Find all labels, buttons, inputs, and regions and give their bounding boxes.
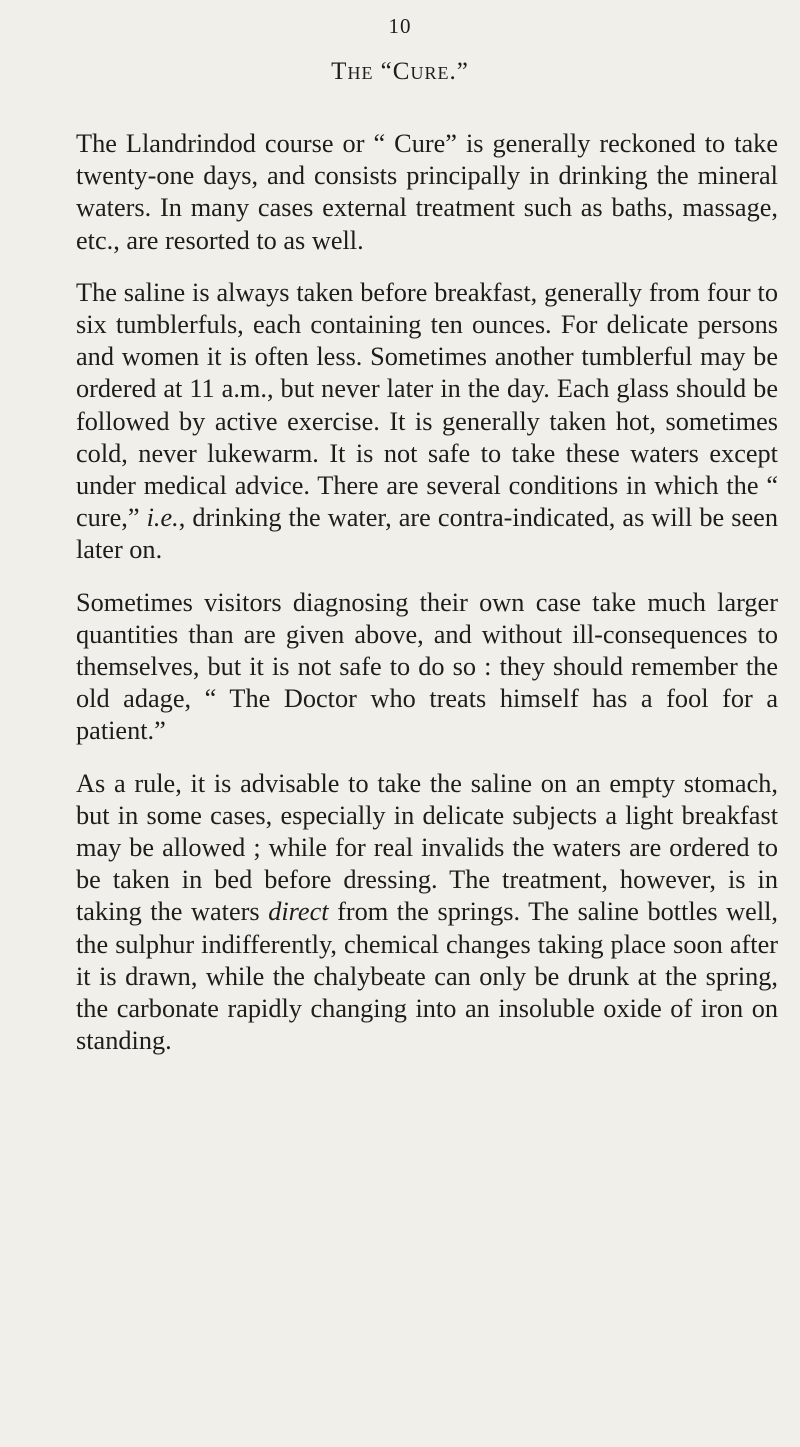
italic-word: direct — [268, 897, 329, 927]
page-number: 10 — [388, 14, 412, 38]
paragraph — [76, 768, 778, 1058]
italic-abbreviation: i.e. — [146, 503, 179, 533]
paragraph: Sometimes visitors diagnosing their own case take much larger quantities than are given above, and without ill-consequences to themselves, but it is not safe to do so : they should remember the old adage, “ The Doctor who treats himself has a fool for a patient.” — [76, 587, 778, 746]
paragraph-text: As a rule, it is advisable to take the saline on an empty stomach, but in some cases, especially in delicate subjects a light breakfast may be allowed ; while for real invalids the waters are ordered to be taken in bed before dressing. The treatment, however, is in taking the waters — [76, 768, 778, 927]
page-title: The “Cure.” — [331, 58, 469, 85]
paragraph-text: The saline is always taken before breakfast, generally from four to six tumblerfuls, each containing ten ounces. For delicate persons and women it is often less. Sometimes another tumblerful may be ordered at 11 a.m., but never later in the day. Each glass should be followed by active exercise. It is generally taken hot, sometimes cold, never lukewarm. It is not safe to take these waters except under medical advice. There are several conditions in which the “ cure,” — [76, 277, 778, 533]
paragraph: The Llandrindod course or “ Cure” is generally reckoned to take twenty-one days, and consists principally in drinking the mineral waters. In many cases external treatment such as baths, massage, etc., are resorted to as well. — [76, 129, 778, 255]
body-text — [76, 128, 778, 1077]
paragraph-text: , drinking the water, are contra-indicated, as will be seen later on. — [76, 503, 778, 565]
paragraph-text: from the springs. The saline bottles well, the sulphur indifferently, chemical changes taking place soon after it is drawn, while the chalybeate can only be drunk at the spring, the carbonate rapidly changing into an insoluble oxide of iron on standing. — [76, 897, 779, 1056]
paragraph — [76, 277, 778, 567]
